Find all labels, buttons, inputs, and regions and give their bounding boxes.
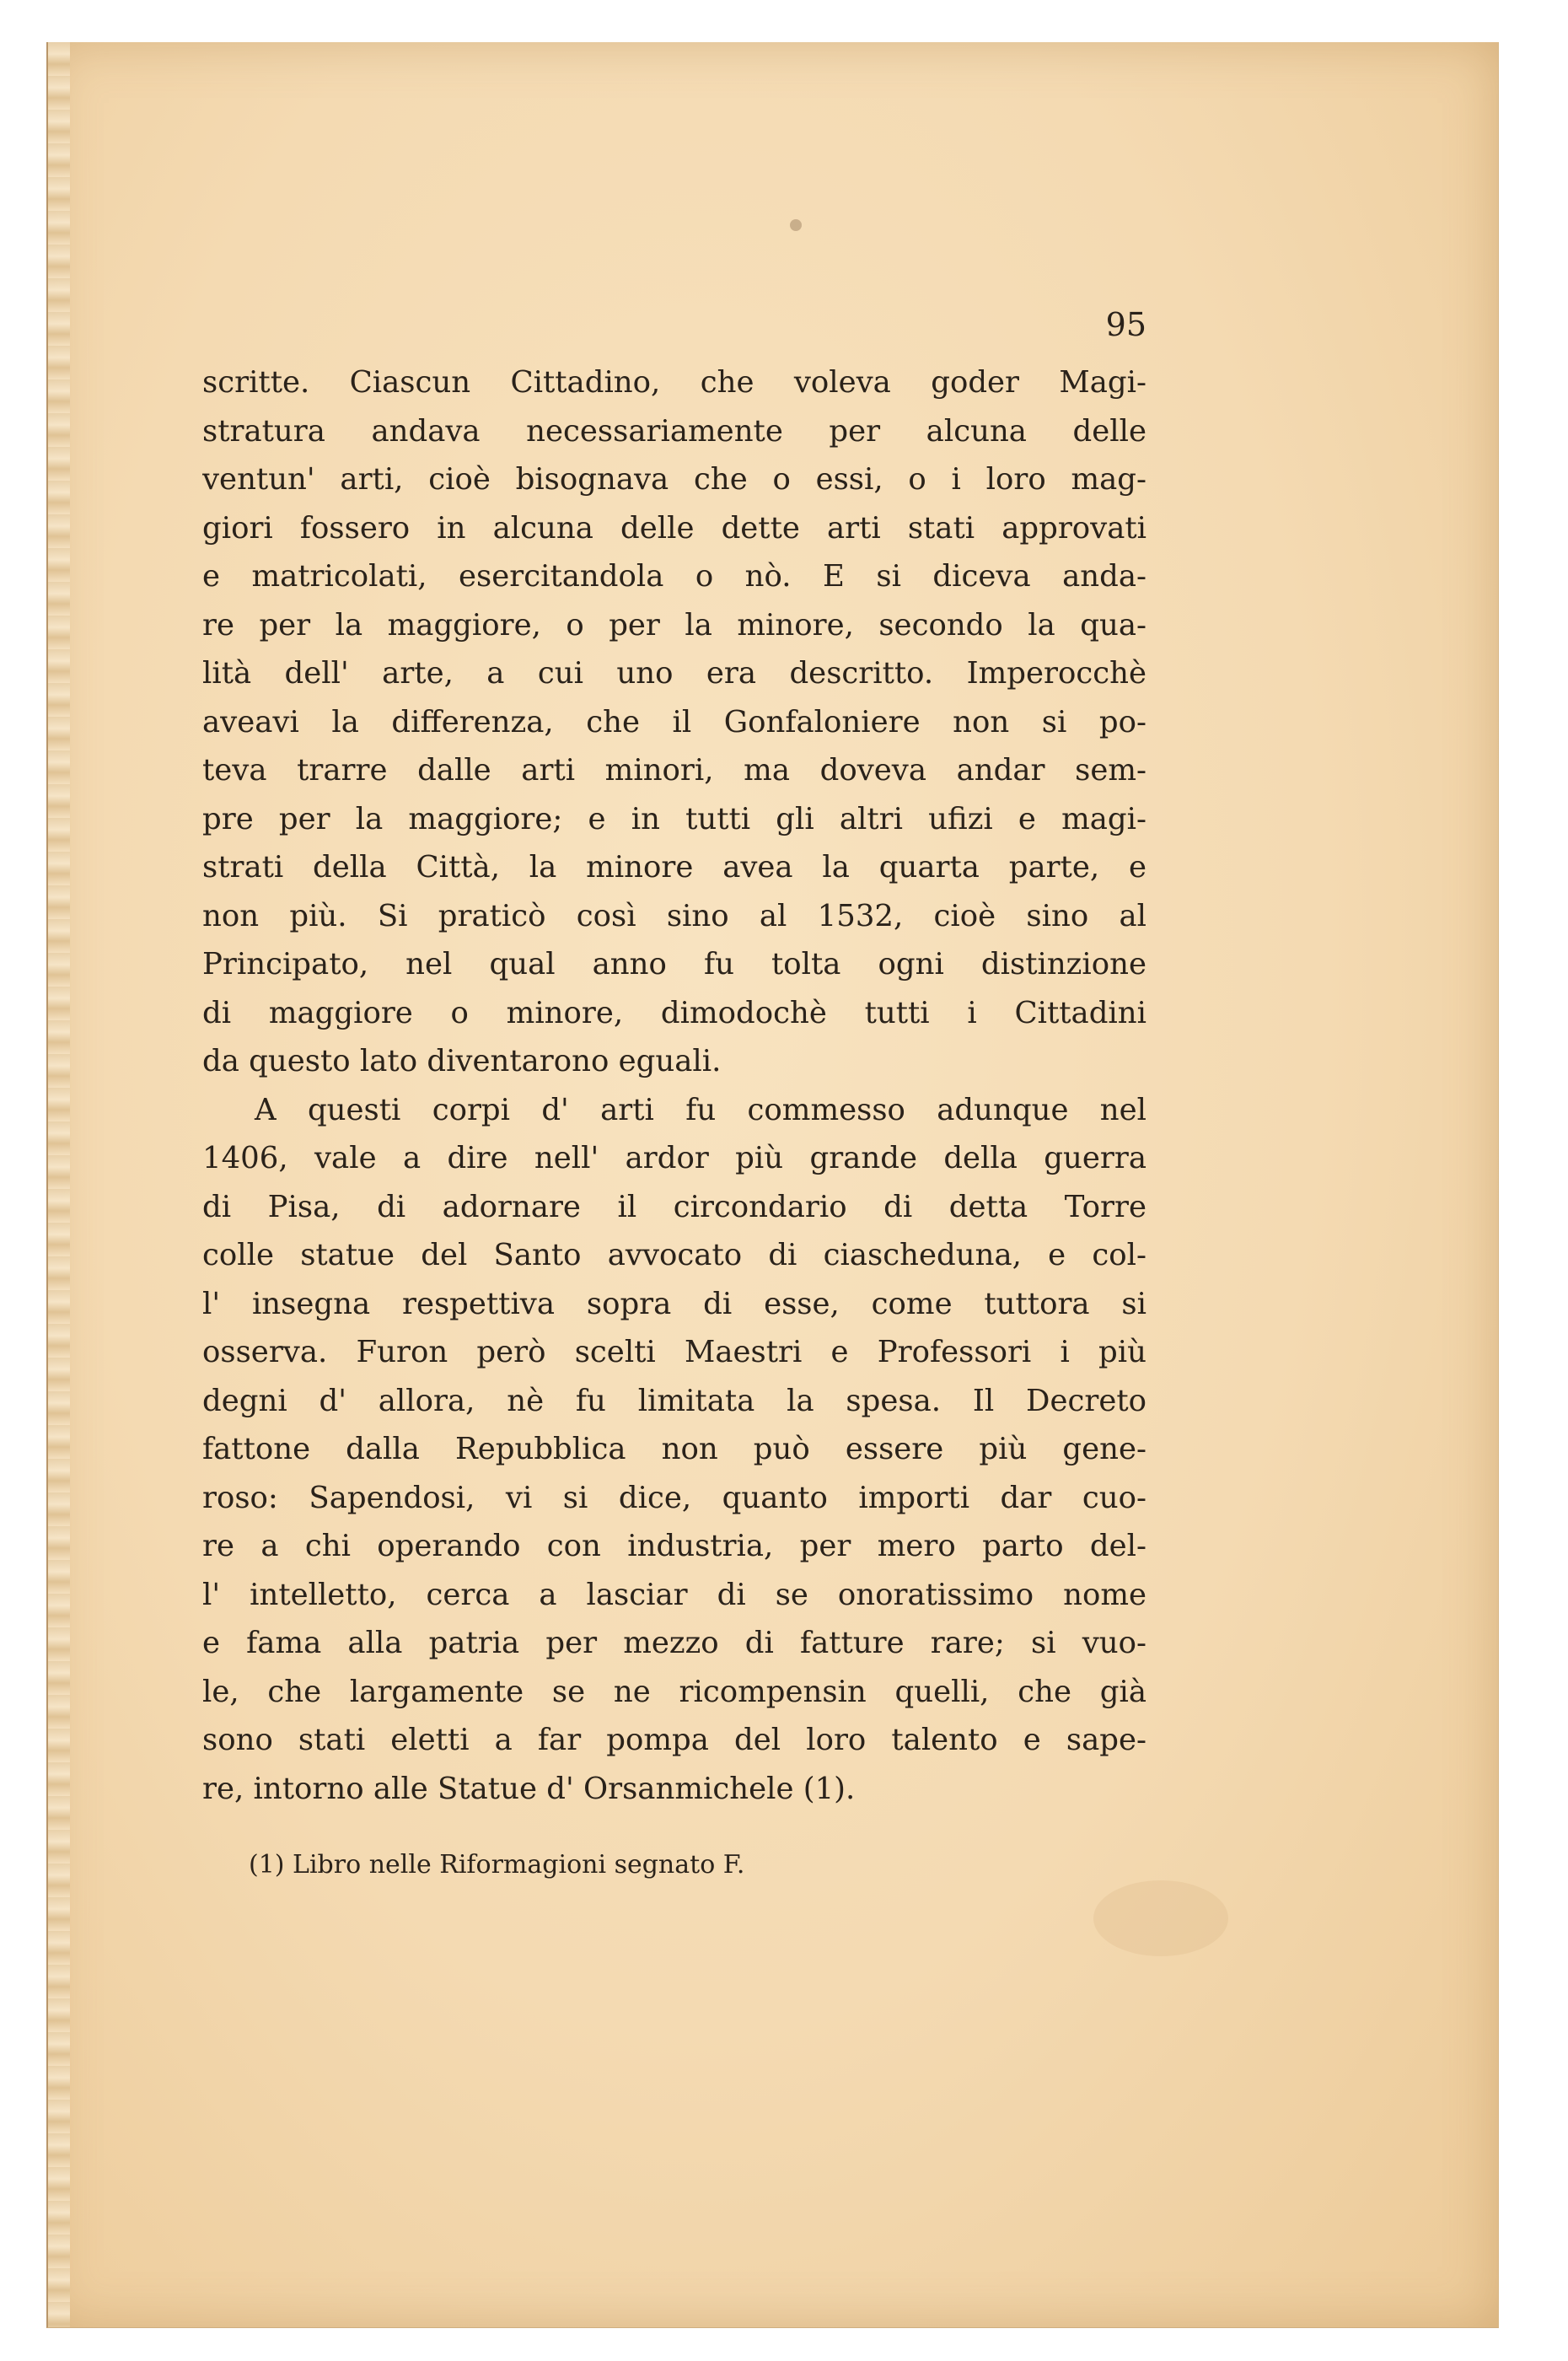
text-line: A questi corpi d' arti fu commesso adunque nel	[255, 1092, 1146, 1127]
text-line: aveavi la differenza, che il Gonfaloniere non si po-	[202, 704, 1146, 739]
text-line: le, che largamente se ne ricompensin quelli, che già	[202, 1674, 1146, 1709]
text-line: fattone dalla Repubblica non può essere più gene-	[202, 1432, 1146, 1466]
text-line: e matricolati, esercitandola o nò. E si diceva anda-	[202, 559, 1146, 594]
text-line: di maggiore o minore, dimodochè tutti i Cittadini	[202, 995, 1146, 1030]
page-deckle-edge	[48, 42, 70, 2327]
paper-spot	[790, 219, 802, 231]
body-text	[202, 358, 1146, 1813]
text-line: sono stati eletti a far pompa del loro talento e sape-	[202, 1723, 1146, 1757]
text-line: da questo lato diventarono eguali.	[202, 1044, 722, 1078]
footnote: (1) Libro nelle Riformagioni segnato F.	[249, 1850, 745, 1880]
text-line: degni d' allora, nè fu limitata la spesa. Il Decreto	[202, 1383, 1146, 1418]
text-line: scritte. Ciascun Cittadino, che voleva goder Magi-	[202, 365, 1146, 400]
text-line: pre per la maggiore; e in tutti gli altri ufizi e magi-	[202, 801, 1146, 836]
text-line: giori fossero in alcuna delle dette arti stati approvati	[202, 510, 1146, 546]
text-line: ventun' arti, cioè bisognava che o essi, o i loro mag-	[202, 462, 1146, 497]
text-line: 1406, vale a dire nell' ardor più grande della guerra	[202, 1141, 1146, 1175]
page-number: 95	[1105, 306, 1146, 343]
text-line: re a chi operando con industria, per mero parto del-	[202, 1529, 1146, 1563]
text-line: colle statue del Santo avvocato di ciascheduna, e col-	[202, 1238, 1146, 1272]
text-line: non più. Si praticò così sino al 1532, cioè sino al	[202, 898, 1146, 933]
text-line: re, intorno alle Statue d' Orsanmichele (1).	[202, 1771, 856, 1806]
text-line: stratura andava necessariamente per alcuna delle	[202, 413, 1146, 449]
text-line: teva trarre dalle arti minori, ma doveva andar sem-	[202, 753, 1146, 788]
paper-stain	[1093, 1880, 1228, 1956]
text-line: l' intelletto, cerca a lasciar di se onoratissimo nome	[202, 1577, 1146, 1612]
text-line: l' insegna respettiva sopra di esse, come tuttora si	[202, 1286, 1146, 1321]
text-line: strati della Città, la minore avea la quarta parte, e	[202, 850, 1146, 885]
text-line: osserva. Furon però scelti Maestri e Professori i più	[202, 1335, 1146, 1369]
text-line: Principato, nel qual anno fu tolta ogni distinzione	[202, 947, 1146, 982]
text-line: lità dell' arte, a cui uno era descritto. Imperocchè	[202, 656, 1146, 691]
text-line: re per la maggiore, o per la minore, secondo la qua-	[202, 607, 1146, 643]
text-line: roso: Sapendosi, vi si dice, quanto importi dar cuo-	[202, 1480, 1146, 1515]
text-line: di Pisa, di adornare il circondario di detta Torre	[202, 1189, 1146, 1224]
text-line: e fama alla patria per mezzo di fatture rare; si vuo-	[202, 1626, 1146, 1660]
